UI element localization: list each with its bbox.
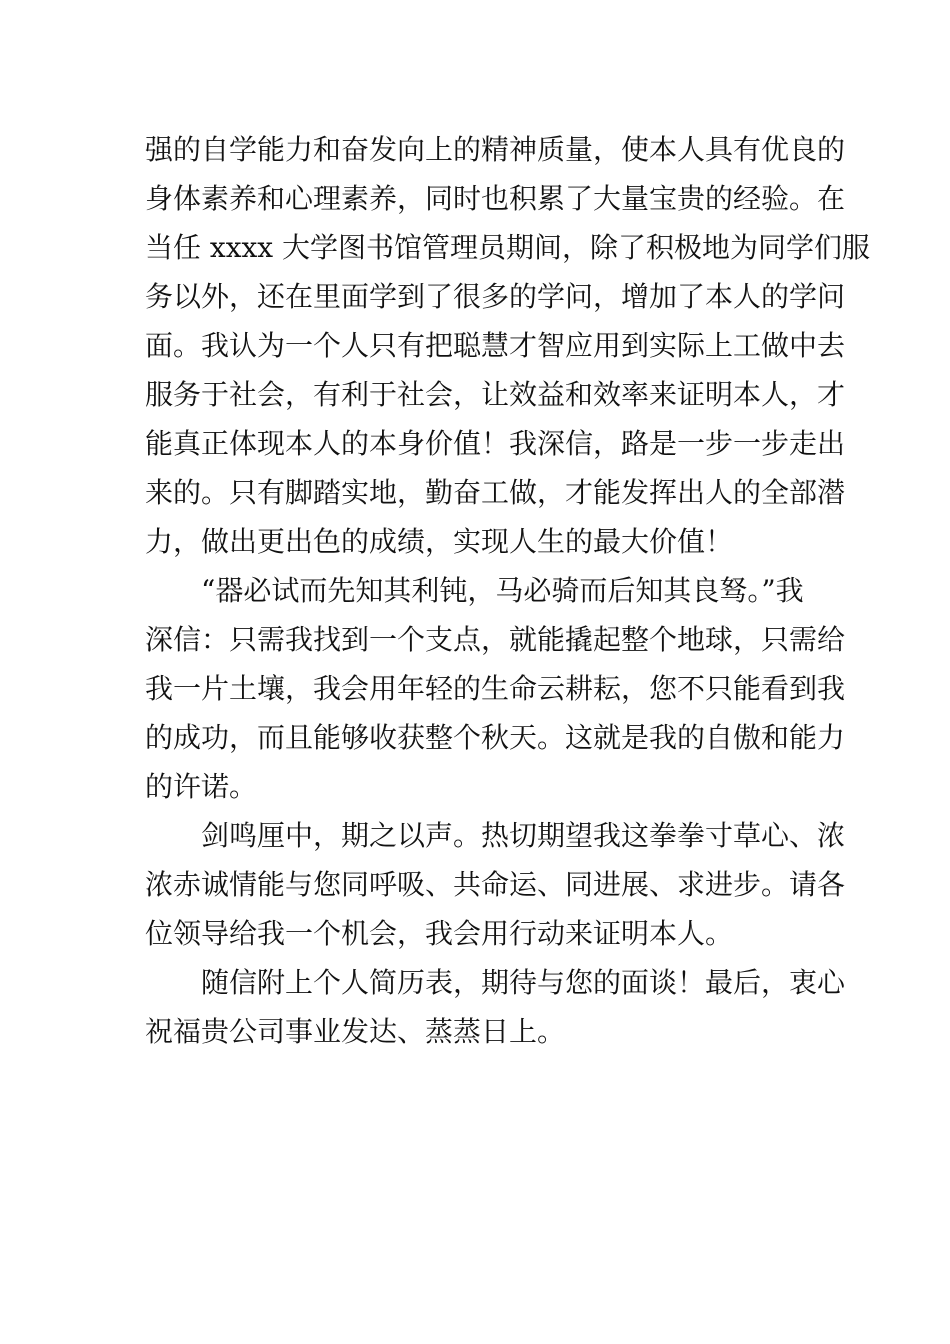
paragraph-line: 剑鸣厘中，期之以声。热切期望我这拳拳寸草心、浓 bbox=[201, 819, 846, 852]
paragraph-4 bbox=[145, 958, 846, 1056]
paragraph-line: 面。我认为一个人只有把聪慧才智应用到实际上工做中去 bbox=[145, 329, 846, 362]
paragraph-line: 来的。只有脚踏实地，勤奋工做，才能发挥出人的全部潜 bbox=[145, 476, 846, 509]
paragraph-2 bbox=[145, 566, 846, 811]
paragraph-line: 随信附上个人简历表，期待与您的面谈！最后，衷心 bbox=[201, 966, 846, 999]
paragraph-line: 深信：只需我找到一个支点，就能撬起整个地球，只需给 bbox=[145, 623, 846, 656]
paragraph-line: “器必试而先知其利钝，马必骑而后知其良驽。”我 bbox=[201, 574, 804, 607]
paragraph-1 bbox=[145, 125, 870, 566]
paragraph-line: 位领导给我一个机会，我会用行动来证明本人。 bbox=[145, 917, 734, 950]
paragraph-line: 服务于社会，有利于社会，让效益和效率来证明本人，才 bbox=[145, 378, 846, 411]
paragraph-line: 的成功，而且能够收获整个秋天。这就是我的自傲和能力 bbox=[145, 721, 846, 754]
paragraph-line: 我一片土壤，我会用年轻的生命云耕耘，您不只能看到我 bbox=[145, 672, 846, 705]
paragraph-line: 强的自学能力和奋发向上的精神质量，使本人具有优良的 bbox=[145, 133, 846, 166]
paragraph-line: 的许诺。 bbox=[145, 770, 258, 803]
paragraph-line: 祝福贵公司事业发达、蒸蒸日上。 bbox=[145, 1015, 566, 1048]
paragraph-line: 身体素养和心理素养，同时也积累了大量宝贵的经验。在 bbox=[145, 182, 846, 215]
paragraph-line: 浓赤诚情能与您同呼吸、共命运、同进展、求进步。请各 bbox=[145, 868, 846, 901]
paragraph-3 bbox=[145, 811, 846, 958]
paragraph-line: 当任 xxxx 大学图书馆管理员期间，除了积极地为同学们服 bbox=[145, 231, 870, 264]
paragraph-line: 务以外，还在里面学到了很多的学问，增加了本人的学问 bbox=[145, 280, 846, 313]
letter-body bbox=[145, 125, 870, 1056]
paragraph-line: 力，做出更出色的成绩，实现人生的最大价值！ bbox=[145, 525, 734, 558]
paragraph-line: 能真正体现本人的本身价值！我深信，路是一步一步走出 bbox=[145, 427, 846, 460]
